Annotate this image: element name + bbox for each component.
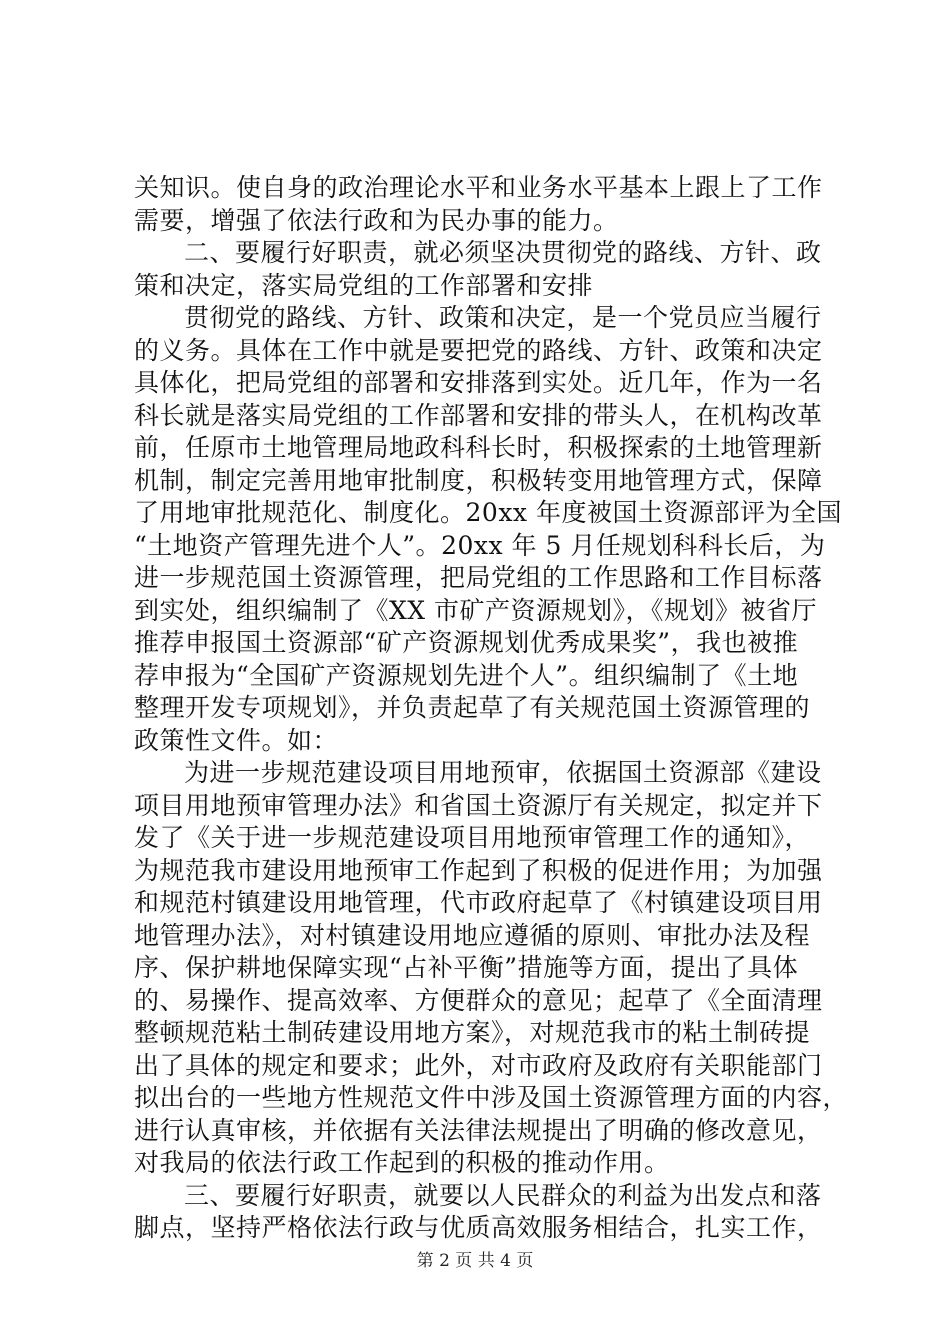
text-line: 脚点，坚持严格依法行政与优质高效服务相结合，扎实工作， [134, 1213, 823, 1242]
section-heading-line: 二、要履行好职责，就必须坚决贯彻党的路线、方针、政 [184, 238, 822, 267]
text-line: 需要，增强了依法行政和为民办事的能力。 [134, 205, 619, 235]
text-line: 整顿规范粘土制砖建设用地方案》，对规范我市的粘土制砖提 [134, 1018, 811, 1047]
text-line: 为规范我市建设用地预审工作起到了积极的促进作用；为加强 [134, 855, 823, 885]
paragraph-start-line: 为进一步规范建设项目用地预审，依据国土资源部《建设 [184, 758, 822, 787]
text-line: 机制，制定完善用地审批制度，积极转变用地管理方式，保障 [134, 465, 823, 495]
text-line: 地管理办法》，对村镇建设用地应遵循的原则、审批办法及程 [134, 920, 811, 950]
section-heading-line: 三、要履行好职责，就要以人民群众的利益为出发点和落 [184, 1180, 822, 1210]
text-line: 拟出台的一些地方性规范文件中涉及国土资源管理方面的内容， [134, 1083, 849, 1112]
text-line: 出了具体的规定和要求；此外，对市政府及政府有关职能部门 [134, 1050, 823, 1080]
document-body [134, 172, 849, 1245]
text-line: 政策性文件。如： [134, 725, 339, 755]
text-line: 发了《关于进一步规范建设项目用地预审管理工作的通知》， [134, 823, 811, 852]
text-line: 整理开发专项规划》，并负责起草了有关规范国土资源管理的 [134, 693, 811, 722]
text-line: 关知识。使自身的政治理论水平和业务水平基本上跟上了工作 [134, 173, 823, 202]
text-line: 前，任原市土地管理局地政科科长时，积极探索的土地管理新 [134, 433, 823, 462]
text-line: 的、易操作、提高效率、方便群众的意见；起草了《全面清理 [134, 985, 823, 1015]
text-line: 具体化，把局党组的部署和安排落到实处。近几年，作为一名 [134, 368, 823, 397]
text-line: 了用地审批规范化、制度化。20xx 年度被国土资源部评为全国 [134, 498, 842, 527]
section-heading-line: 策和决定，落实局党组的工作部署和安排 [134, 270, 594, 300]
text-line: 的义务。具体在工作中就是要把党的路线、方针、政策和决定 [134, 335, 823, 365]
text-line: 序、保护耕地保障实现“占补平衡”措施等方面，提出了具体 [134, 953, 799, 982]
text-line: 荐申报为“全国矿产资源规划先进个人”。组织编制了《土地 [134, 660, 799, 690]
text-line: 科长就是落实局党组的工作部署和安排的带头人，在机构改革 [134, 400, 823, 430]
text-line: 项目用地预审管理办法》和省国土资源厅有关规定，拟定并下 [134, 790, 823, 820]
text-line: 进行认真审核，并依据有关法律法规提出了明确的修改意见， [134, 1115, 823, 1145]
page-number-footer: 第 2 页 共 4 页 [416, 1251, 534, 1271]
text-line: 到实处，组织编制了《XX 市矿产资源规划》，《规划》被省厅 [134, 595, 818, 625]
text-line: 和规范村镇建设用地管理，代市政府起草了《村镇建设项目用 [134, 888, 823, 917]
text-line: “土地资产管理先进个人”。20xx 年 5 月任规划科科长后，为 [134, 530, 826, 560]
text-line: 对我局的依法行政工作起到的积极的推动作用。 [134, 1148, 670, 1177]
paragraph-start-line: 贯彻党的路线、方针、政策和决定，是一个党员应当履行 [184, 303, 822, 332]
text-line: 进一步规范国土资源管理，把局党组的工作思路和工作目标落 [134, 563, 823, 592]
text-line: 推荐申报国土资源部“矿产资源规划优秀成果奖”，我也被推 [134, 628, 799, 657]
